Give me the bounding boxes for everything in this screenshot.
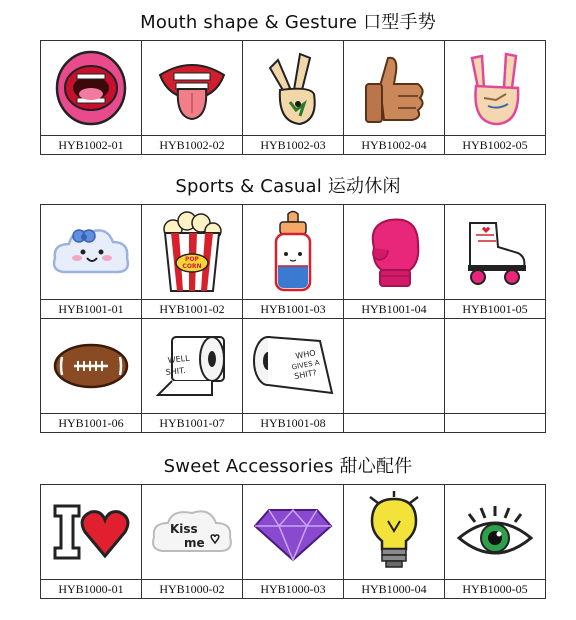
product-cell — [142, 205, 243, 319]
product-code: HYB1002-03 — [243, 135, 343, 154]
popcorn-icon — [159, 211, 225, 293]
product-grid-sweet-accessories — [40, 484, 546, 599]
product-cell — [41, 41, 142, 155]
rock-hand-icon — [462, 48, 528, 128]
product-code: HYB1002-02 — [142, 135, 242, 154]
roller-skate-icon — [460, 217, 530, 287]
product-code: HYB1000-01 — [41, 579, 141, 598]
product-cell — [344, 485, 445, 599]
peace-hand-icon — [260, 48, 326, 128]
product-code: HYB1002-05 — [445, 135, 545, 154]
product-code: HYB1001-02 — [142, 299, 242, 318]
purple-diamond-icon — [253, 502, 333, 562]
svg-text:SHIT.: SHIT. — [165, 365, 187, 377]
product-code: HYB1001-03 — [243, 299, 343, 318]
product-code: HYB1002-04 — [344, 135, 444, 154]
eye-icon — [455, 504, 535, 560]
product-cell — [344, 41, 445, 155]
product-cell — [41, 319, 142, 433]
thumbs-up-icon — [358, 50, 430, 126]
product-code: HYB1000-03 — [243, 579, 343, 598]
toilet-paper-icon — [152, 333, 232, 399]
boxing-glove-icon — [364, 214, 424, 290]
product-cell — [142, 41, 243, 155]
product-code: HYB1001-06 — [41, 413, 141, 432]
svg-text:WHO: WHO — [294, 348, 317, 361]
svg-text:POP: POP — [185, 256, 199, 263]
section-title-sports-casual: Sports & Casual 运动休闲 — [175, 176, 401, 197]
toilet-paper-question-icon — [250, 333, 336, 399]
product-code: HYB1001-05 — [445, 299, 545, 318]
light-bulb-icon — [364, 491, 424, 573]
product-cell — [344, 205, 445, 319]
product-grid-mouth-gesture — [40, 40, 546, 155]
product-code: HYB1002-01 — [41, 135, 141, 154]
product-code: HYB1000-02 — [142, 579, 242, 598]
product-cell — [243, 205, 344, 319]
product-code: HYB1001-08 — [243, 413, 343, 432]
svg-text:Kiss: Kiss — [170, 522, 198, 536]
product-cell — [142, 319, 243, 433]
svg-text:GIVES A: GIVES A — [291, 358, 321, 372]
empty-cell — [344, 319, 445, 433]
product-cell — [445, 205, 546, 319]
product-cell — [41, 205, 142, 319]
svg-text:CORN: CORN — [182, 263, 202, 270]
open-mouth-icon — [55, 50, 127, 126]
section-title-mouth-gesture: Mouth shape & Gesture 口型手势 — [140, 12, 436, 33]
product-grid-sports-casual — [40, 204, 546, 433]
i-love-icon — [51, 502, 131, 562]
baby-bottle-icon — [268, 210, 318, 294]
product-code: HYB1001-07 — [142, 413, 242, 432]
product-cell — [243, 319, 344, 433]
product-code: HYB1000-04 — [344, 579, 444, 598]
product-cell — [243, 485, 344, 599]
tongue-out-mouth-icon — [156, 53, 228, 123]
product-code: HYB1000-05 — [445, 579, 545, 598]
product-cell — [41, 485, 142, 599]
product-cell — [445, 41, 546, 155]
svg-text:SHIT?: SHIT? — [293, 368, 318, 381]
cloud-face-icon — [49, 222, 133, 282]
product-cell — [445, 485, 546, 599]
svg-text:WELL: WELL — [167, 353, 190, 365]
empty-cell — [445, 319, 546, 433]
product-cell — [142, 485, 243, 599]
football-icon — [52, 341, 130, 391]
product-cell — [243, 41, 344, 155]
product-code: HYB1001-01 — [41, 299, 141, 318]
product-code: HYB1001-04 — [344, 299, 444, 318]
svg-text:me: me — [184, 536, 205, 550]
section-title-sweet-accessories: Sweet Accessories 甜心配件 — [163, 456, 413, 477]
kiss-me-cloud-icon — [150, 505, 234, 559]
